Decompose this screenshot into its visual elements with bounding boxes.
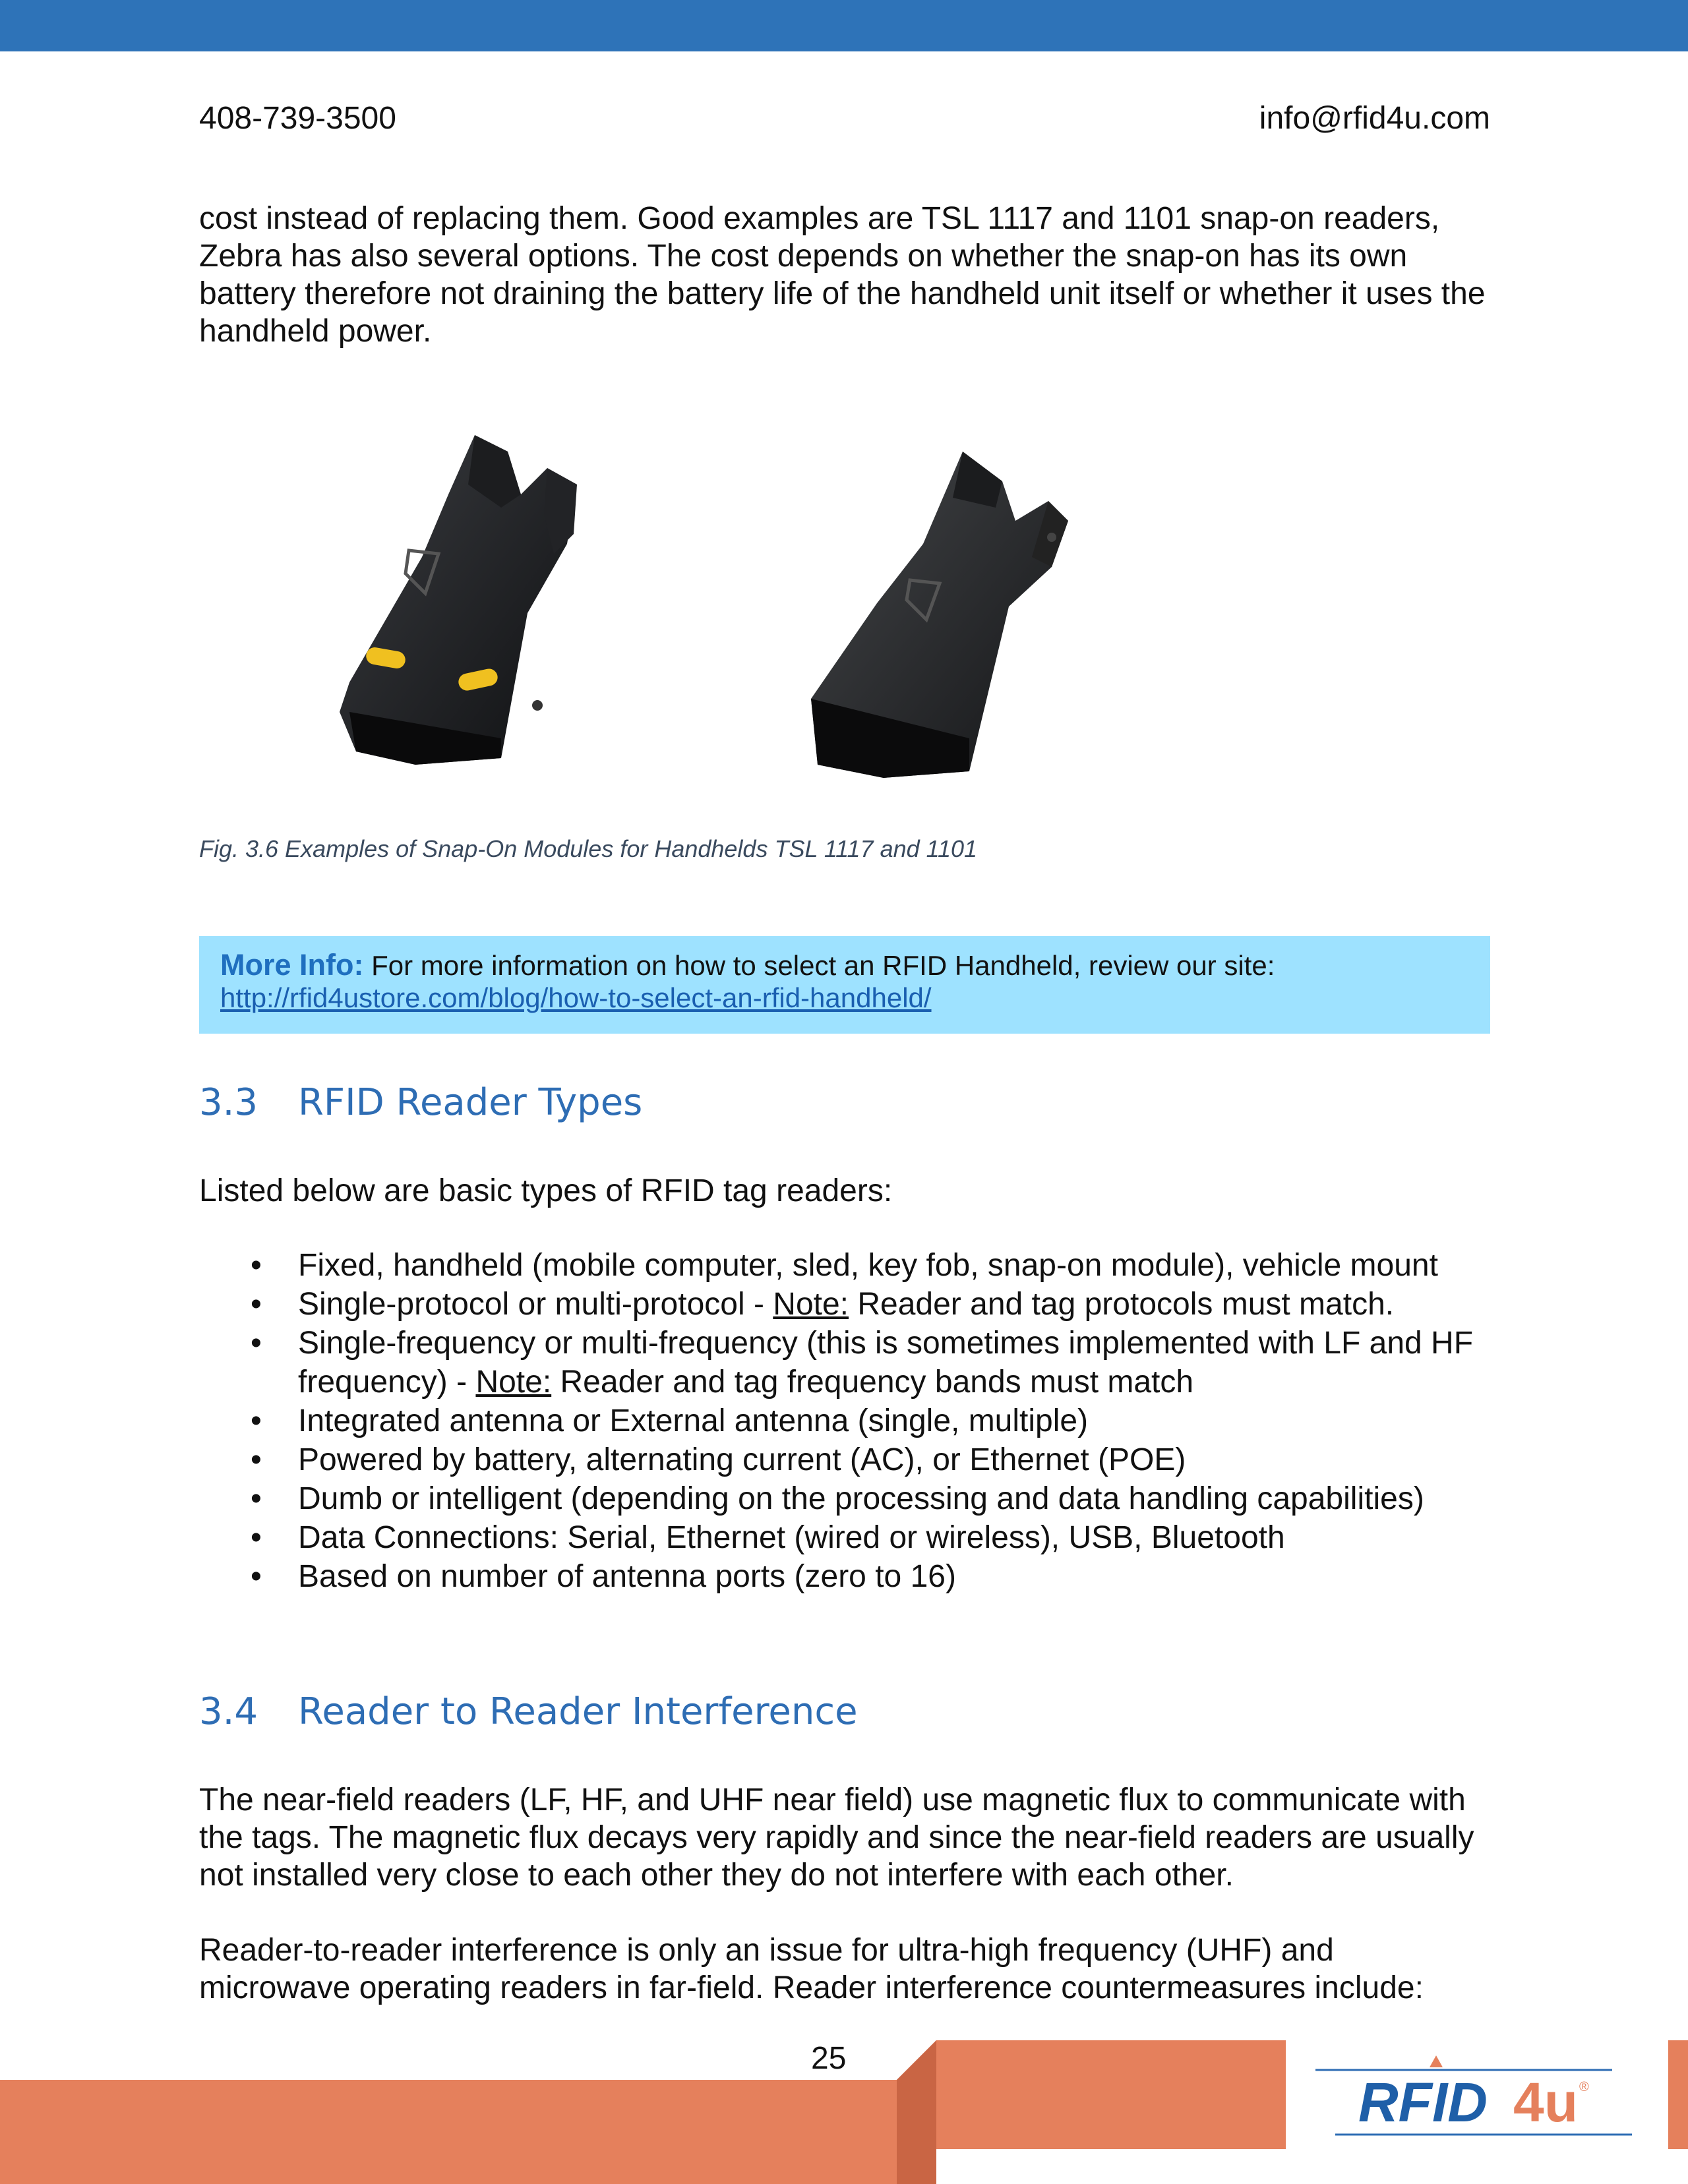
logo-text-4u: 4u: [1513, 2071, 1579, 2133]
list-item: [199, 1440, 1492, 1479]
section-number: 3.3: [199, 1081, 258, 1124]
snap-on-modules-figure: [310, 422, 1187, 817]
list-item-text: Integrated antenna or External antenna (single, multiple): [298, 1403, 1089, 1438]
info-label: More Info:: [220, 948, 364, 982]
tsl-1117-module: [340, 435, 577, 765]
reader-types-list: [199, 1246, 1492, 1596]
list-item: [199, 1518, 1492, 1557]
list-item: [199, 1285, 1492, 1324]
list-item-text: Single-protocol or multi-protocol -: [298, 1287, 773, 1322]
list-item: [199, 1479, 1492, 1518]
info-link[interactable]: http://rfid4ustore.com/blog/how-to-select-an-rfid-handheld/: [220, 982, 932, 1013]
section-number: 3.4: [199, 1690, 258, 1733]
list-item: [199, 1324, 1492, 1402]
section-intro: Listed below are basic types of RFID tag readers:: [199, 1173, 893, 1208]
list-item-text: Data Connections: Serial, Ethernet (wired or wireless), USB, Bluetooth: [298, 1520, 1285, 1555]
figure-caption: Fig. 3.6 Examples of Snap-On Modules for Handhelds TSL 1117 and 1101: [199, 835, 978, 862]
rfid4u-logo: [1315, 2050, 1632, 2149]
info-line: [220, 948, 1275, 982]
bullet-icon: •: [251, 1287, 262, 1322]
bullet-icon: •: [251, 1248, 262, 1283]
info-text: For more information on how to select an RFID Handheld, review our site:: [363, 950, 1275, 981]
list-item-text: Single-frequency or multi-frequency (this is sometimes implemented with LF and HF frequency) -: [298, 1326, 1474, 1400]
intro-paragraph: cost instead of replacing them. Good examples are TSL 1117 and 1101 snap-on readers, Zebra has also several options. The cost depends on whether the snap-on has its own battery therefore not draining the battery life of the handheld unit itself or whether it uses the handheld power.: [199, 201, 1486, 349]
section-title: RFID Reader Types: [298, 1081, 643, 1124]
bullet-icon: •: [251, 1520, 262, 1555]
header-bar: [0, 0, 1688, 51]
tsl-1101-module: [811, 452, 1068, 778]
bullet-icon: •: [251, 1326, 262, 1361]
page-number: 25: [811, 2041, 847, 2076]
bullet-icon: •: [251, 1442, 262, 1477]
registered-mark: ®: [1579, 2080, 1589, 2094]
section-heading-3-3: [199, 1081, 642, 1124]
list-item: [199, 1557, 1492, 1596]
bullet-icon: •: [251, 1403, 262, 1438]
list-item-text: Based on number of antenna ports (zero to 16): [298, 1559, 956, 1594]
list-item: [199, 1246, 1492, 1285]
interference-paragraph-2: Reader-to-reader interference is only an issue for ultra-high frequency (UHF) and microwave operating readers in far-field. Reader interference countermeasures include:: [199, 1933, 1424, 2005]
list-item-text: Powered by battery, alternating current (AC), or Ethernet (POE): [298, 1442, 1186, 1477]
list-item-text: Dumb or intelligent (depending on the processing and data handling capabilities): [298, 1481, 1424, 1516]
section-heading-3-4: [199, 1690, 858, 1733]
list-item: [199, 1402, 1492, 1440]
header-phone: 408-739-3500: [199, 101, 396, 136]
logo-text-rfid: RFID: [1358, 2071, 1488, 2133]
more-info-box: [199, 936, 1490, 1034]
header-email: info@rfid4u.com: [1259, 101, 1490, 136]
interference-paragraph-1: The near-field readers (LF, HF, and UHF near field) use magnetic flux to communicate with the tags. The magnetic flux decays very rapidly and since the near-field readers are usually not installed very close to each other they do not interfere with each other.: [199, 1783, 1474, 1893]
note-label: Note:: [475, 1365, 552, 1400]
list-item-text: Reader and tag protocols must match.: [849, 1287, 1395, 1322]
note-label: Note:: [773, 1287, 849, 1322]
bullet-icon: •: [251, 1559, 262, 1594]
bullet-icon: •: [251, 1481, 262, 1516]
list-item-text: Reader and tag frequency bands must match: [551, 1365, 1194, 1400]
list-item-text: Fixed, handheld (mobile computer, sled, key fob, snap-on module), vehicle mount: [298, 1248, 1438, 1283]
section-title: Reader to Reader Interference: [298, 1690, 858, 1733]
